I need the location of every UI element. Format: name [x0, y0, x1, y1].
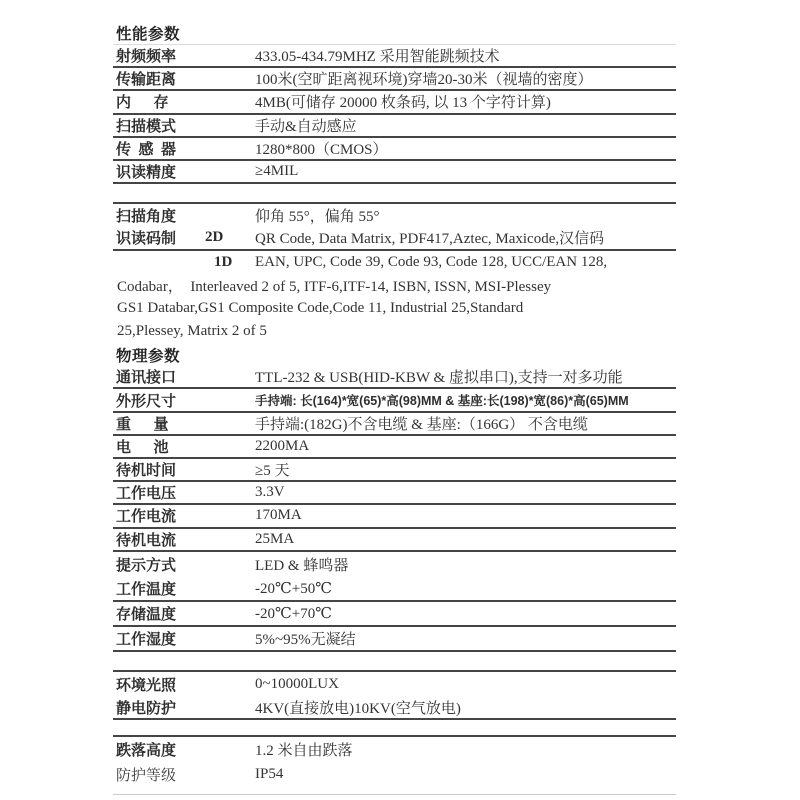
codes-line: [113, 251, 676, 274]
spec-value: -20℃+50℃: [255, 580, 333, 597]
spec-row: [113, 227, 676, 250]
spec-row: [113, 389, 676, 412]
spec-label: 工作温度: [116, 581, 177, 598]
spec-label: 存储温度: [116, 606, 177, 623]
spec-row: [113, 68, 676, 91]
spec-row: [113, 602, 676, 627]
spec-value: 0~10000LUX: [255, 675, 339, 692]
spec-value: 1.2 米自由跌落: [255, 742, 353, 759]
section-heading: [113, 22, 676, 45]
spec-label: 识读码制: [116, 231, 177, 248]
spec-value: IP54: [255, 765, 284, 782]
section-heading-text: 性能参数: [116, 26, 181, 43]
codes-line: [113, 297, 676, 320]
codes-text: EAN, UPC, Code 39, Code 93, Code 128, UCC/EAN 128,: [255, 253, 608, 270]
codes-text: GS1 Databar,GS1 Composite Code,Code 11, Industrial 25,Standard: [117, 299, 524, 316]
spec-row: [113, 505, 676, 528]
spec-label: 传输距离: [116, 72, 177, 89]
spec-row: [113, 762, 676, 787]
spec-row: [113, 91, 676, 114]
codes-text: 25,Plessey, Matrix 2 of 5: [117, 323, 267, 340]
spec-value: -20℃+70℃: [255, 605, 333, 622]
spec-row: [113, 459, 676, 482]
spec-value: 手持端: 长(164)*宽(65)*高(98)MM & 基座:长(198)*宽(86)*高(65)MM: [255, 394, 629, 409]
spec-label: 射频频率: [116, 49, 177, 66]
section-heading: [113, 343, 676, 366]
section-divider: [113, 720, 676, 737]
table-bottom-divider: [113, 787, 676, 795]
spec-row: [113, 482, 676, 505]
spec-value: 手持端:(182G)不含电缆 & 基座:（166G） 不含电缆: [255, 416, 588, 433]
spec-row: [113, 529, 676, 552]
spec-value: ≥5 天: [255, 463, 290, 480]
spec-row: [113, 552, 676, 577]
section-divider: [113, 652, 676, 672]
spec-label: 内 存: [116, 95, 169, 112]
spec-table: [113, 22, 676, 795]
spec-value: 4MB(可储存 20000 枚条码, 以 13 个字符计算): [255, 95, 551, 112]
spec-label: 环境光照: [116, 677, 177, 694]
spec-value: QR Code, Data Matrix, PDF417,Aztec, Maxicode,汉信码: [255, 231, 605, 248]
spec-row: [113, 45, 676, 68]
spec-value: ≥4MIL: [255, 163, 299, 180]
spec-value: 170MA: [255, 507, 302, 524]
spec-label: 静电防护: [116, 700, 177, 717]
spec-label: 电 池: [116, 439, 169, 456]
spec-label: 工作电流: [116, 509, 177, 526]
spec-label: 传 感 器: [116, 141, 177, 158]
spec-label: 工作电压: [116, 486, 177, 503]
spec-label: 待机时间: [116, 463, 177, 480]
spec-label: 跌落高度: [116, 742, 177, 759]
spec-row: [113, 436, 676, 459]
spec-label: 防护等级: [116, 767, 177, 784]
spec-value: LED & 蜂鸣器: [255, 557, 349, 574]
spec-label: 提示方式: [116, 557, 177, 574]
spec-row: [113, 413, 676, 436]
spec-value: 3.3V: [255, 484, 285, 501]
spec-row: [113, 366, 676, 389]
spec-tag: 2D: [205, 229, 224, 246]
spec-row: [113, 204, 676, 227]
spec-value: 1280*800（CMOS）: [255, 141, 388, 158]
spec-row: [113, 737, 676, 762]
spec-value: 4KV(直接放电)10KV(空气放电): [255, 700, 461, 717]
spec-row: [113, 577, 676, 602]
section-heading-text: 物理参数: [116, 347, 181, 365]
spec-value: 手动&自动感应: [255, 118, 357, 135]
spec-label: 扫描角度: [116, 209, 177, 226]
spec-label: 扫描模式: [116, 118, 177, 135]
spec-label: 识读精度: [116, 165, 177, 182]
spec-row: [113, 161, 676, 184]
spec-value: 仰角 55°，偏角 55°: [255, 209, 380, 226]
spec-label: 待机电流: [116, 532, 177, 549]
spec-value: 5%~95%无凝结: [255, 631, 356, 648]
spec-value: 433.05-434.79MHZ 采用智能跳频技术: [255, 49, 500, 66]
codes-text: Codabar， Interleaved 2 of 5, ITF-6,ITF-14, ISBN, ISSN, MSI-Plessey: [117, 278, 552, 295]
codes-tag: 1D: [214, 253, 233, 270]
section-divider: [113, 184, 676, 204]
spec-value: 100米(空旷距离视环境)穿墙20-30米（视墙的密度）: [255, 72, 593, 89]
spec-row: [113, 627, 676, 652]
spec-label: 外形尺寸: [116, 393, 177, 410]
spec-value: TTL-232 & USB(HID-KBW & 虚拟串口),支持一对多功能: [255, 370, 623, 387]
spec-label: 工作湿度: [116, 631, 177, 648]
spec-row: [113, 697, 676, 720]
spec-row: [113, 138, 676, 161]
spec-value: 25MA: [255, 530, 295, 547]
spec-row: [113, 672, 676, 697]
codes-line: [113, 274, 676, 297]
spec-label: 重 量: [116, 416, 169, 433]
spec-label: 通讯接口: [116, 370, 177, 387]
codes-line: [113, 320, 676, 343]
spec-value: 2200MA: [255, 437, 310, 454]
spec-row: [113, 115, 676, 138]
